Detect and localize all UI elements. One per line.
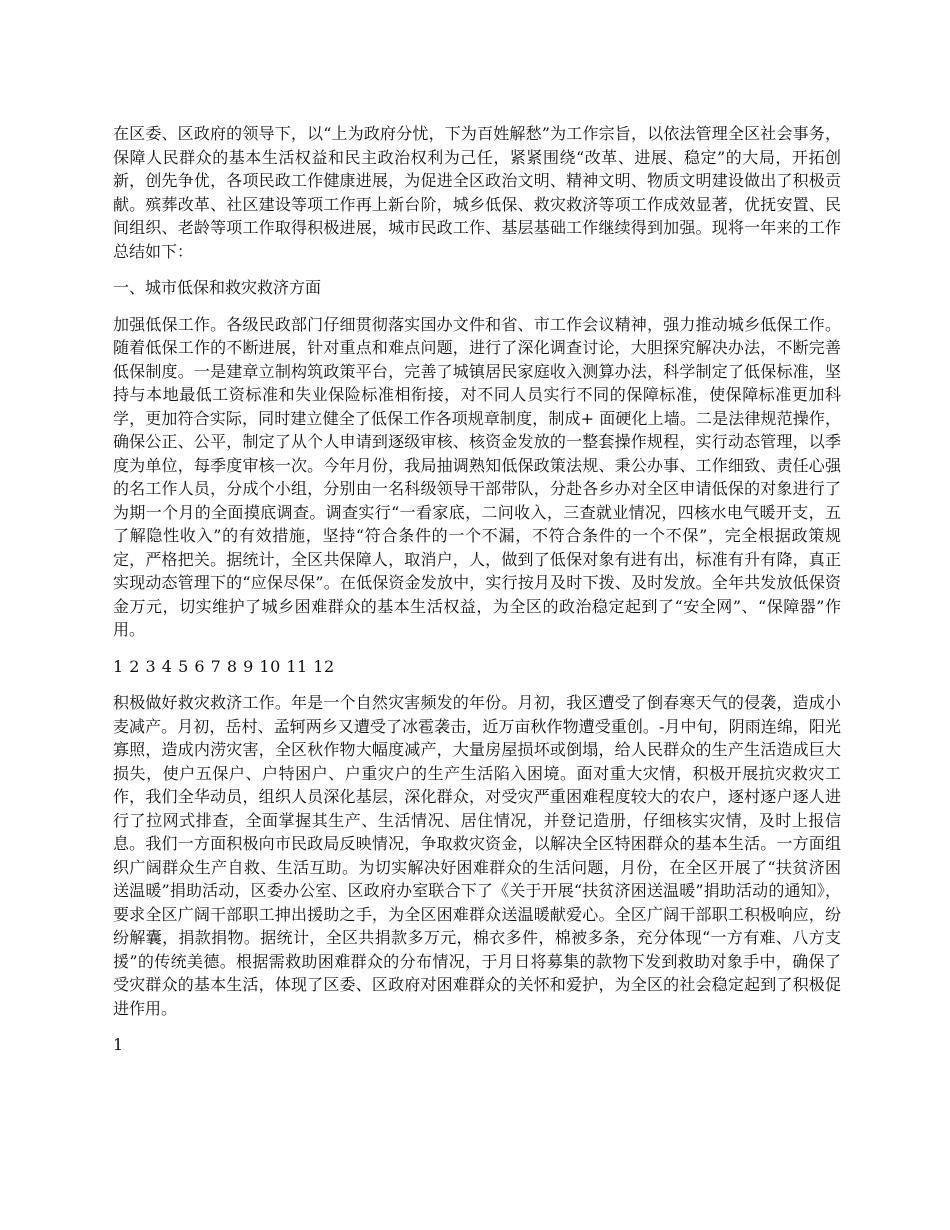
page-number-list: 1 2 3 4 5 6 7 8 9 10 11 12 — [113, 656, 335, 676]
disaster-relief-paragraph: 积极做好救灾救济工作。年是一个自然灾害频发的年份。月初，我区遭受了倒春寒天气的侵袭，造成小麦减产。月初，岳村、孟轲两乡又遭受了冰雹袭击，近万亩秋作物遭受重创。-月中旬，阴雨连绵，阳光寡照，造成内涝灾害，全区秋作物大幅度减产，大量房屋损坏或倒塌，给人民群众的生产生活造成巨大损失，使户五保户、户特困户、户重灾户的生产生活陷入困境。面对重大灾情，积极开展抗灾救灾工作，我们全华动员，组织人员深化基层，深化群众，对受灾严重困难程度较大的农户，逐村逐户逐人进行了拉网式排查，全面掌握其生产、生活情况、居住情况，并登记造册，仔细核实灾情，及时上报信息。我们一方面积极向市民政局反映情况，争取救灾资金，以解决全区特困群众的基本生活。一方面组织广阔群众生产自救、生活互助。为切实解决好困难群众的生活问题，月份，在全区开展了“扶贫济困送温暖”捐助活动，区委办公室、区政府办室联合下了《关于开展“扶贫济困送温暖”捐助活动的通知》，要求全区广阔干部职工抻出援助之手，为全区困难群众送温暖献爱心。全区广阔干部职工积极响应，纷纷解囊，捐款捐物。据统计，全区共捐款多万元，棉衣多件，棉被多条，充分体现“一方有难、八方支援”的传统美德。根据需救助困难群众的分布情况，于月日将募集的款物下发到救助对象手中，确保了受灾群众的基本生活，体现了区委、区政府对困难群众的关怀和爱护，为全区的社会稳定起到了积极促进作用。 — [113, 693, 841, 1018]
low-security-paragraph: 加强低保工作。各级民政部门仔细贯彻落实国办文件和省、市工作会议精神，强力推动城乡低保工作。随着低保工作的不断进展，针对重点和难点问题，进行了深化调查讨论，大胆探究解决办法，不断完善低保制度。一是建章立制构筑政策平台，完善了城镇居民家庭收入测算办法，科学制定了低保标准，坚持与本地最低工资标准和失业保险标准相衔接，对不同人员实行不同的保障标准，使保障标准更加科学，更加符合实际，同时建立健全了低保工作各项规章制度，制成+ 面硬化上墙。二是法律规范操作，确保公正、公平，制定了从个人申请到逐级审核、核资金发放的一整套操作规程，实行动态管理，以季度为单位，每季度审核一次。今年月份，我局抽调熟知低保政策法规、秉公办事、工作细致、责任心强的名工作人员，分成个小组，分别由一名科级领导干部带队，分赴各乡办对全区申请低保的对象进行了为期一个月的全面摸底调查。调查实行“一看家底，二问收入，三查就业情况，四核水电气暖开支，五了解隐性收入”的有效措施，坚持“符合条件的一个不漏，不符合条件的一个不保”，完全根据政策规定，严格把关。据统计，全区共保障人，取消户，人，做到了低保对象有进有出，标准有升有降，真正实现动态管理下的“应保尽保”。在低保资金发放中，实行按月及时下拨、及时发放。全年共发放低保资金万元，切实维护了城乡困难群众的基本生活权益，为全区的政治稳定起到了“安全网”、“保障器”作用。 — [113, 314, 841, 639]
intro-paragraph: 在区委、区政府的领导下，以“上为政府分忧，下为百姓解愁”为工作宗旨，以依法管理全区社会事务，保障人民群众的基本生活权益和民主政治权利为己任，紧紧围绕“改革、进展、稳定”的大局，开拓创新，创先争优，各项民政工作健康进展，为促进全区政治文明、精神文明、物质文明建设做出了积极贡献。殡葬改革、社区建设等项工作再上新台阶，城乡低保、救灾救济等项工作成效显著，优抚安置、民间组织、老龄等项工作取得积极进展，城市民政工作、基层基础工作继续得到加强。现将一年来的工作总结如下： — [113, 124, 841, 261]
page-number: 1 — [113, 1035, 124, 1054]
document-page — [113, 122, 841, 1057]
section-heading: 一、城市低保和救灾救济方面 — [113, 278, 322, 297]
